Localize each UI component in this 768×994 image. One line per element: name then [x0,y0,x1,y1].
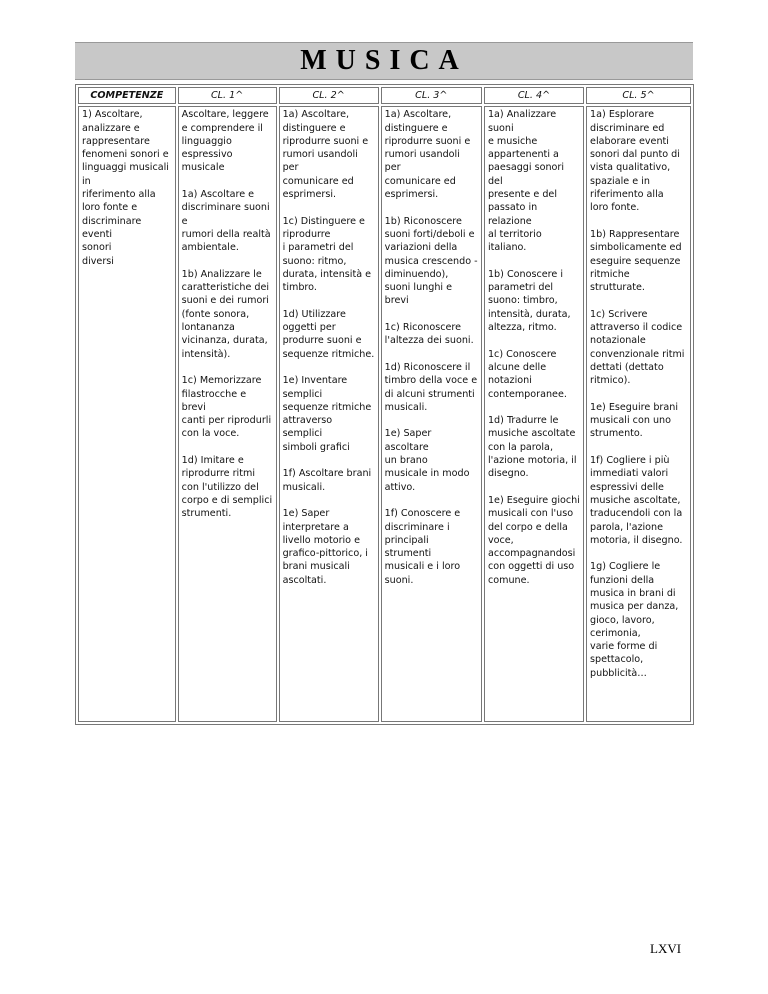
header-cl2: CL. 2^ [279,87,379,104]
header-competenze: COMPETENZE [78,87,176,104]
header-cl4: CL. 4^ [484,87,584,104]
cell-cl2: 1a) Ascoltare, distinguere e riprodurre suoni e rumori usandoli per comunicare ed esprimersi. 1c) Distinguere e riprodurre i parametri del suono: ritmo, durata, intensità e timbro. 1d) Utilizzare oggetti per produrre suoni e sequenze ritmiche. 1e) Inventare semplici sequenze ritmiche attraverso semplici simboli grafici 1f) Ascoltare brani musicali. 1e) Saper interpretare a livello motorio e grafico-pittorico, i brani musicali ascoltati. [279,106,379,722]
header-cl5: CL. 5^ [586,87,691,104]
cell-cl5: 1a) Esplorare discriminare ed elaborare eventi sonori dal punto di vista qualitativo, spaziale e in riferimento alla loro fonte. 1b) Rappresentare simbolicamente ed eseguire sequenze ritmiche strutturate. 1c) Scrivere attraverso il codice notazionale convenzionale ritmi dettati (dettato ritmico). 1e) Eseguire brani musicali con uno strumento. 1f) Cogliere i più immediati valori espressivi delle musiche ascoltate, traducendoli con la parola, l'azione motoria, il disegno. 1g) Cogliere le funzioni della musica in brani di musica per danza, gioco, lavoro, cerimonia, varie forme di spettacolo, pubblicità… [586,106,691,722]
cell-competenze: 1) Ascoltare, analizzare e rappresentare fenomeni sonori e linguaggi musicali in riferimento alla loro fonte e discriminare eventi sonori diversi [78,106,176,722]
curriculum-table [75,84,694,725]
header-cl3: CL. 3^ [381,87,482,104]
table-row [78,106,691,722]
page-title: MUSICA [75,42,693,80]
cell-cl4: 1a) Analizzare suoni e musiche appartenenti a paesaggi sonori del presente e del passato in relazione al territorio italiano. 1b) Conoscere i parametri del suono: timbro, intensità, durata, altezza, ritmo. 1c) Conoscere alcune delle notazioni contemporanee. 1d) Tradurre le musiche ascoltate con la parola, l'azione motoria, il disegno. 1e) Eseguire giochi musicali con l'uso del corpo e della voce, accompagnandosi con oggetti di uso comune. [484,106,584,722]
cell-cl3: 1a) Ascoltare, distinguere e riprodurre suoni e rumori usandoli per comunicare ed esprimersi. 1b) Riconoscere suoni forti/deboli e variazioni della musica crescendo - diminuendo), suoni lunghi e brevi 1c) Riconoscere l'altezza dei suoni. 1d) Riconoscere il timbro della voce e di alcuni strumenti musicali. 1e) Saper ascoltare un brano musicale in modo attivo. 1f) Conoscere e discriminare i principali strumenti musicali e i loro suoni. [381,106,482,722]
cell-cl1: Ascoltare, leggere e comprendere il linguaggio espressivo musicale 1a) Ascoltare e discriminare suoni e rumori della realtà ambientale. 1b) Analizzare le caratteristiche dei suoni e dei rumori (fonte sonora, lontananza vicinanza, durata, intensità). 1c) Memorizzare filastrocche e brevi canti per riprodurli con la voce. 1d) Imitare e riprodurre ritmi con l'utilizzo del corpo e di semplici strumenti. [178,106,277,722]
header-cl1: CL. 1^ [178,87,277,104]
page-number: LXVI [650,941,682,956]
header-row [78,87,691,104]
